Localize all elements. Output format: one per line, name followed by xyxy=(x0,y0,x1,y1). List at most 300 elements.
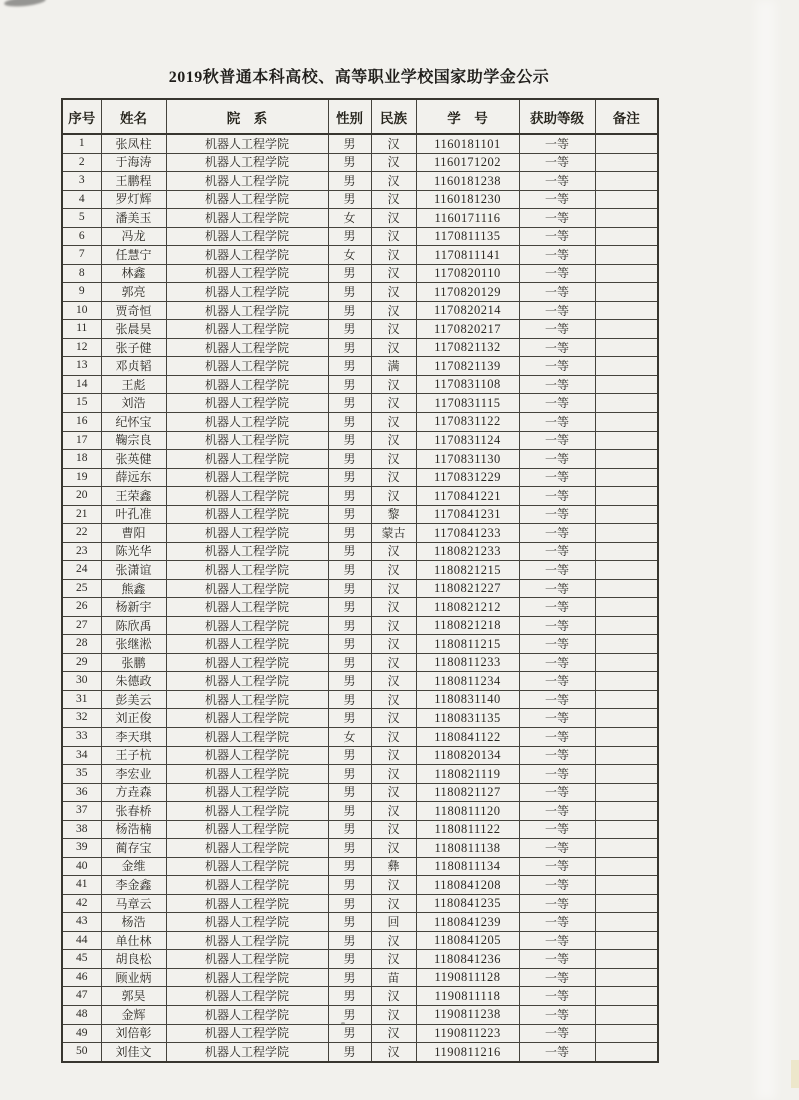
cell-gender: 男 xyxy=(328,783,371,802)
cell-department: 机器人工程学院 xyxy=(166,616,328,635)
cell-grant-level: 一等 xyxy=(519,839,595,858)
table-row xyxy=(62,134,658,153)
table-row xyxy=(62,672,658,691)
cell-department: 机器人工程学院 xyxy=(166,394,328,413)
cell-name: 薛远东 xyxy=(101,468,166,487)
cell-grant-level: 一等 xyxy=(519,950,595,969)
cell-student-id: 1180821212 xyxy=(416,598,519,617)
cell-index: 32 xyxy=(62,709,101,728)
cell-remark xyxy=(595,1005,658,1024)
cell-remark xyxy=(595,579,658,598)
cell-gender: 男 xyxy=(328,134,371,153)
cell-remark xyxy=(595,598,658,617)
cell-ethnicity: 汉 xyxy=(371,820,416,839)
cell-ethnicity: 汉 xyxy=(371,227,416,246)
cell-grant-level: 一等 xyxy=(519,690,595,709)
cell-department: 机器人工程学院 xyxy=(166,968,328,987)
cell-grant-level: 一等 xyxy=(519,857,595,876)
cell-index: 8 xyxy=(62,264,101,283)
table-row xyxy=(62,987,658,1006)
table-row xyxy=(62,913,658,932)
cell-name: 贾奇恒 xyxy=(101,301,166,320)
cell-ethnicity: 汉 xyxy=(371,690,416,709)
table-row xyxy=(62,876,658,895)
cell-remark xyxy=(595,876,658,895)
cell-grant-level: 一等 xyxy=(519,1024,595,1043)
cell-index: 14 xyxy=(62,375,101,394)
cell-department: 机器人工程学院 xyxy=(166,783,328,802)
cell-student-id: 1180831135 xyxy=(416,709,519,728)
cell-student-id: 1170831130 xyxy=(416,450,519,469)
cell-department: 机器人工程学院 xyxy=(166,134,328,153)
cell-name: 张鹏 xyxy=(101,653,166,672)
cell-remark xyxy=(595,487,658,506)
cell-index: 33 xyxy=(62,728,101,747)
cell-department: 机器人工程学院 xyxy=(166,505,328,524)
cell-gender: 男 xyxy=(328,1024,371,1043)
cell-grant-level: 一等 xyxy=(519,968,595,987)
table-row xyxy=(62,505,658,524)
cell-name: 李宏业 xyxy=(101,765,166,784)
cell-name: 李天琪 xyxy=(101,728,166,747)
cell-remark xyxy=(595,913,658,932)
cell-remark xyxy=(595,468,658,487)
cell-grant-level: 一等 xyxy=(519,635,595,654)
cell-name: 顾业炳 xyxy=(101,968,166,987)
cell-ethnicity: 汉 xyxy=(371,635,416,654)
cell-ethnicity: 汉 xyxy=(371,431,416,450)
cell-grant-level: 一等 xyxy=(519,283,595,302)
cell-remark xyxy=(595,931,658,950)
cell-grant-level: 一等 xyxy=(519,320,595,339)
cell-student-id: 1190811223 xyxy=(416,1024,519,1043)
cell-student-id: 1170841221 xyxy=(416,487,519,506)
cell-remark xyxy=(595,283,658,302)
table-row xyxy=(62,839,658,858)
cell-grant-level: 一等 xyxy=(519,820,595,839)
cell-student-id: 1170831122 xyxy=(416,412,519,431)
cell-department: 机器人工程学院 xyxy=(166,227,328,246)
cell-department: 机器人工程学院 xyxy=(166,746,328,765)
cell-student-id: 1190811118 xyxy=(416,987,519,1006)
table-row xyxy=(62,412,658,431)
cell-ethnicity: 汉 xyxy=(371,283,416,302)
cell-name: 刘佳文 xyxy=(101,1043,166,1062)
cell-name: 曹阳 xyxy=(101,524,166,543)
cell-grant-level: 一等 xyxy=(519,505,595,524)
cell-ethnicity: 汉 xyxy=(371,134,416,153)
table-row xyxy=(62,598,658,617)
cell-gender: 男 xyxy=(328,709,371,728)
table-row xyxy=(62,338,658,357)
cell-name: 王彪 xyxy=(101,375,166,394)
cell-ethnicity: 汉 xyxy=(371,709,416,728)
header-cell-index: 序号 xyxy=(62,99,101,134)
cell-department: 机器人工程学院 xyxy=(166,894,328,913)
table-row xyxy=(62,450,658,469)
header-cell-gender: 性别 xyxy=(328,99,371,134)
cell-grant-level: 一等 xyxy=(519,894,595,913)
cell-name: 金辉 xyxy=(101,1005,166,1024)
cell-ethnicity: 汉 xyxy=(371,653,416,672)
cell-grant-level: 一等 xyxy=(519,765,595,784)
cell-index: 27 xyxy=(62,616,101,635)
scan-smudge-artifact xyxy=(4,0,47,8)
cell-ethnicity: 汉 xyxy=(371,931,416,950)
cell-gender: 女 xyxy=(328,246,371,265)
cell-department: 机器人工程学院 xyxy=(166,672,328,691)
cell-grant-level: 一等 xyxy=(519,653,595,672)
cell-index: 43 xyxy=(62,913,101,932)
cell-gender: 男 xyxy=(328,338,371,357)
cell-name: 方垚森 xyxy=(101,783,166,802)
cell-index: 7 xyxy=(62,246,101,265)
cell-gender: 男 xyxy=(328,283,371,302)
table-row xyxy=(62,524,658,543)
cell-student-id: 1170811141 xyxy=(416,246,519,265)
cell-student-id: 1180821119 xyxy=(416,765,519,784)
cell-gender: 男 xyxy=(328,320,371,339)
cell-student-id: 1180831140 xyxy=(416,690,519,709)
cell-ethnicity: 汉 xyxy=(371,320,416,339)
cell-index: 26 xyxy=(62,598,101,617)
cell-remark xyxy=(595,783,658,802)
table-row xyxy=(62,894,658,913)
cell-student-id: 1180811234 xyxy=(416,672,519,691)
cell-department: 机器人工程学院 xyxy=(166,412,328,431)
cell-index: 25 xyxy=(62,579,101,598)
cell-index: 45 xyxy=(62,950,101,969)
cell-name: 张英健 xyxy=(101,450,166,469)
cell-student-id: 1170820129 xyxy=(416,283,519,302)
cell-gender: 男 xyxy=(328,375,371,394)
cell-name: 熊鑫 xyxy=(101,579,166,598)
cell-student-id: 1160171116 xyxy=(416,209,519,228)
cell-name: 邓贞韬 xyxy=(101,357,166,376)
table-row xyxy=(62,246,658,265)
cell-gender: 男 xyxy=(328,524,371,543)
cell-ethnicity: 汉 xyxy=(371,839,416,858)
table-row xyxy=(62,579,658,598)
cell-name: 任慧宁 xyxy=(101,246,166,265)
cell-remark xyxy=(595,672,658,691)
cell-remark xyxy=(595,524,658,543)
cell-grant-level: 一等 xyxy=(519,172,595,191)
cell-remark xyxy=(595,616,658,635)
cell-department: 机器人工程学院 xyxy=(166,950,328,969)
cell-index: 3 xyxy=(62,172,101,191)
cell-department: 机器人工程学院 xyxy=(166,561,328,580)
cell-name: 刘正俊 xyxy=(101,709,166,728)
cell-department: 机器人工程学院 xyxy=(166,357,328,376)
cell-ethnicity: 汉 xyxy=(371,802,416,821)
header-cell-grant-level: 获助等级 xyxy=(519,99,595,134)
table-row xyxy=(62,783,658,802)
cell-department: 机器人工程学院 xyxy=(166,579,328,598)
cell-student-id: 1180811138 xyxy=(416,839,519,858)
table-row xyxy=(62,320,658,339)
cell-remark xyxy=(595,894,658,913)
cell-student-id: 1180821127 xyxy=(416,783,519,802)
cell-department: 机器人工程学院 xyxy=(166,653,328,672)
cell-grant-level: 一等 xyxy=(519,876,595,895)
cell-ethnicity: 汉 xyxy=(371,209,416,228)
cell-gender: 男 xyxy=(328,190,371,209)
cell-index: 40 xyxy=(62,857,101,876)
cell-index: 11 xyxy=(62,320,101,339)
cell-name: 张子健 xyxy=(101,338,166,357)
table-row xyxy=(62,1043,658,1062)
cell-remark xyxy=(595,394,658,413)
cell-student-id: 1170841233 xyxy=(416,524,519,543)
cell-gender: 男 xyxy=(328,894,371,913)
cell-grant-level: 一等 xyxy=(519,561,595,580)
cell-ethnicity: 苗 xyxy=(371,968,416,987)
cell-index: 20 xyxy=(62,487,101,506)
cell-ethnicity: 汉 xyxy=(371,894,416,913)
cell-remark xyxy=(595,690,658,709)
cell-name: 彭美云 xyxy=(101,690,166,709)
cell-ethnicity: 汉 xyxy=(371,1043,416,1062)
cell-remark xyxy=(595,505,658,524)
cell-ethnicity: 汉 xyxy=(371,616,416,635)
cell-name: 张继淞 xyxy=(101,635,166,654)
cell-ethnicity: 汉 xyxy=(371,394,416,413)
table-body xyxy=(62,134,658,1062)
cell-department: 机器人工程学院 xyxy=(166,468,328,487)
cell-remark xyxy=(595,746,658,765)
cell-gender: 男 xyxy=(328,1043,371,1062)
cell-remark xyxy=(595,357,658,376)
table-row xyxy=(62,653,658,672)
cell-name: 王荣鑫 xyxy=(101,487,166,506)
cell-name: 鞠宗良 xyxy=(101,431,166,450)
table-row xyxy=(62,190,658,209)
cell-ethnicity: 汉 xyxy=(371,579,416,598)
cell-ethnicity: 汉 xyxy=(371,172,416,191)
cell-student-id: 1190811128 xyxy=(416,968,519,987)
cell-ethnicity: 蒙古 xyxy=(371,524,416,543)
cell-remark xyxy=(595,802,658,821)
cell-grant-level: 一等 xyxy=(519,134,595,153)
cell-remark xyxy=(595,765,658,784)
cell-index: 36 xyxy=(62,783,101,802)
cell-gender: 男 xyxy=(328,450,371,469)
cell-remark xyxy=(595,820,658,839)
cell-name: 金维 xyxy=(101,857,166,876)
cell-gender: 男 xyxy=(328,487,371,506)
cell-name: 王子杭 xyxy=(101,746,166,765)
table-row xyxy=(62,728,658,747)
cell-student-id: 1180820134 xyxy=(416,746,519,765)
cell-gender: 男 xyxy=(328,635,371,654)
table-row xyxy=(62,375,658,394)
cell-name: 刘浩 xyxy=(101,394,166,413)
cell-department: 机器人工程学院 xyxy=(166,524,328,543)
cell-student-id: 1180811120 xyxy=(416,802,519,821)
cell-index: 41 xyxy=(62,876,101,895)
cell-index: 44 xyxy=(62,931,101,950)
cell-gender: 男 xyxy=(328,431,371,450)
cell-name: 蔺存宝 xyxy=(101,839,166,858)
cell-index: 39 xyxy=(62,839,101,858)
cell-name: 王鹏程 xyxy=(101,172,166,191)
cell-department: 机器人工程学院 xyxy=(166,1024,328,1043)
cell-gender: 男 xyxy=(328,765,371,784)
cell-department: 机器人工程学院 xyxy=(166,487,328,506)
cell-student-id: 1180821227 xyxy=(416,579,519,598)
cell-student-id: 1190811238 xyxy=(416,1005,519,1024)
cell-gender: 女 xyxy=(328,209,371,228)
cell-student-id: 1160181230 xyxy=(416,190,519,209)
table-row xyxy=(62,765,658,784)
cell-department: 机器人工程学院 xyxy=(166,598,328,617)
cell-grant-level: 一等 xyxy=(519,542,595,561)
cell-student-id: 1180821233 xyxy=(416,542,519,561)
cell-name: 纪怀宝 xyxy=(101,412,166,431)
cell-grant-level: 一等 xyxy=(519,246,595,265)
cell-remark xyxy=(595,209,658,228)
table-row xyxy=(62,635,658,654)
page-title: 2019秋普通本科高校、高等职业学校国家助学金公示 xyxy=(168,69,550,86)
cell-gender: 男 xyxy=(328,857,371,876)
header-cell-name: 姓名 xyxy=(101,99,166,134)
cell-grant-level: 一等 xyxy=(519,301,595,320)
cell-student-id: 1170831229 xyxy=(416,468,519,487)
cell-remark xyxy=(595,375,658,394)
cell-index: 48 xyxy=(62,1005,101,1024)
cell-grant-level: 一等 xyxy=(519,431,595,450)
table-row xyxy=(62,931,658,950)
cell-gender: 女 xyxy=(328,728,371,747)
cell-grant-level: 一等 xyxy=(519,375,595,394)
cell-grant-level: 一等 xyxy=(519,931,595,950)
cell-remark xyxy=(595,227,658,246)
cell-index: 16 xyxy=(62,412,101,431)
table-row xyxy=(62,561,658,580)
cell-grant-level: 一等 xyxy=(519,412,595,431)
cell-gender: 男 xyxy=(328,1005,371,1024)
cell-index: 29 xyxy=(62,653,101,672)
cell-gender: 男 xyxy=(328,412,371,431)
cell-student-id: 1170831124 xyxy=(416,431,519,450)
table-row xyxy=(62,227,658,246)
cell-name: 罗灯辉 xyxy=(101,190,166,209)
cell-remark xyxy=(595,950,658,969)
cell-name: 刘倍彰 xyxy=(101,1024,166,1043)
cell-grant-level: 一等 xyxy=(519,209,595,228)
cell-gender: 男 xyxy=(328,542,371,561)
cell-name: 马章云 xyxy=(101,894,166,913)
table-row xyxy=(62,857,658,876)
cell-department: 机器人工程学院 xyxy=(166,635,328,654)
table-row xyxy=(62,1024,658,1043)
cell-student-id: 1170821139 xyxy=(416,357,519,376)
cell-gender: 男 xyxy=(328,264,371,283)
cell-name: 杨新宇 xyxy=(101,598,166,617)
cell-index: 4 xyxy=(62,190,101,209)
cell-index: 28 xyxy=(62,635,101,654)
cell-department: 机器人工程学院 xyxy=(166,246,328,265)
cell-department: 机器人工程学院 xyxy=(166,857,328,876)
cell-name: 张晨昊 xyxy=(101,320,166,339)
cell-ethnicity: 汉 xyxy=(371,728,416,747)
cell-student-id: 1180841205 xyxy=(416,931,519,950)
cell-name: 张凤柱 xyxy=(101,134,166,153)
cell-grant-level: 一等 xyxy=(519,190,595,209)
cell-grant-level: 一等 xyxy=(519,468,595,487)
scan-corner-artifact xyxy=(791,1060,799,1088)
table-row xyxy=(62,1005,658,1024)
cell-gender: 男 xyxy=(328,746,371,765)
cell-gender: 男 xyxy=(328,357,371,376)
cell-grant-level: 一等 xyxy=(519,672,595,691)
cell-index: 12 xyxy=(62,338,101,357)
cell-index: 15 xyxy=(62,394,101,413)
cell-index: 6 xyxy=(62,227,101,246)
cell-grant-level: 一等 xyxy=(519,913,595,932)
cell-ethnicity: 汉 xyxy=(371,153,416,172)
cell-gender: 男 xyxy=(328,301,371,320)
table-row xyxy=(62,968,658,987)
cell-gender: 男 xyxy=(328,690,371,709)
cell-student-id: 1180821215 xyxy=(416,561,519,580)
cell-ethnicity: 汉 xyxy=(371,1024,416,1043)
cell-gender: 男 xyxy=(328,820,371,839)
cell-index: 10 xyxy=(62,301,101,320)
cell-grant-level: 一等 xyxy=(519,227,595,246)
cell-ethnicity: 汉 xyxy=(371,338,416,357)
cell-gender: 男 xyxy=(328,561,371,580)
cell-department: 机器人工程学院 xyxy=(166,820,328,839)
cell-gender: 男 xyxy=(328,931,371,950)
table-row xyxy=(62,709,658,728)
cell-ethnicity: 汉 xyxy=(371,246,416,265)
cell-ethnicity: 汉 xyxy=(371,190,416,209)
header-cell-remark: 备注 xyxy=(595,99,658,134)
cell-remark xyxy=(595,338,658,357)
cell-ethnicity: 汉 xyxy=(371,876,416,895)
header-cell-student-id: 学 号 xyxy=(416,99,519,134)
cell-gender: 男 xyxy=(328,968,371,987)
cell-student-id: 1180811134 xyxy=(416,857,519,876)
cell-gender: 男 xyxy=(328,598,371,617)
cell-ethnicity: 汉 xyxy=(371,375,416,394)
cell-ethnicity: 汉 xyxy=(371,783,416,802)
cell-department: 机器人工程学院 xyxy=(166,690,328,709)
cell-remark xyxy=(595,301,658,320)
cell-ethnicity: 汉 xyxy=(371,1005,416,1024)
cell-student-id: 1190811216 xyxy=(416,1043,519,1062)
cell-index: 37 xyxy=(62,802,101,821)
cell-department: 机器人工程学院 xyxy=(166,431,328,450)
cell-name: 张潇谊 xyxy=(101,561,166,580)
cell-remark xyxy=(595,246,658,265)
cell-remark xyxy=(595,172,658,191)
cell-student-id: 1170841231 xyxy=(416,505,519,524)
cell-department: 机器人工程学院 xyxy=(166,153,328,172)
cell-grant-level: 一等 xyxy=(519,357,595,376)
cell-student-id: 1160181238 xyxy=(416,172,519,191)
cell-index: 42 xyxy=(62,894,101,913)
cell-index: 13 xyxy=(62,357,101,376)
table-row xyxy=(62,950,658,969)
cell-index: 38 xyxy=(62,820,101,839)
cell-gender: 男 xyxy=(328,653,371,672)
cell-index: 49 xyxy=(62,1024,101,1043)
cell-name: 陈欣禹 xyxy=(101,616,166,635)
cell-name: 陈光华 xyxy=(101,542,166,561)
